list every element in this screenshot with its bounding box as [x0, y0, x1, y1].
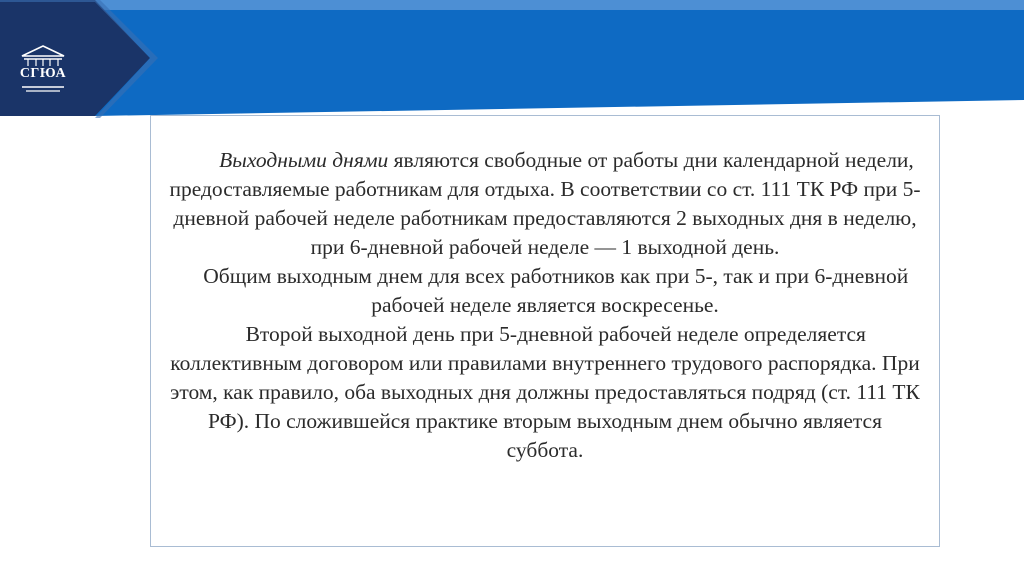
content-box — [150, 115, 940, 547]
header-band — [0, 0, 1024, 118]
body-text — [169, 146, 921, 465]
paragraph-2 — [169, 262, 921, 320]
defined-term: Выходными днями — [219, 148, 389, 172]
paragraph-3 — [169, 320, 921, 465]
paragraph-2-text: Общим выходным днем для всех работников как при 5-, так и при 6-дневной рабочей неделе является воскресенье. — [203, 264, 909, 317]
paragraph-1-text: являются свободные от работы дни календарной недели, предоставляемые работникам для отдыха. В соответствии со ст. 111 ТК РФ при 5-дневной рабочей неделе работникам предоставляются 2 выходных дня в неделю, при 6-дневной рабочей неделе — 1 выходной день. — [169, 148, 921, 259]
paragraph-1 — [169, 146, 921, 262]
building-icon — [14, 44, 72, 68]
logo-text: СГЮА — [19, 66, 67, 81]
logo-base-icon — [14, 84, 72, 98]
sgua-logo — [14, 44, 72, 100]
header-stripes — [0, 0, 1024, 118]
paragraph-3-text: Второй выходной день при 5-дневной рабочей неделе определяется коллективным договором или правилами внутреннего трудового распорядка. При этом, как правило, оба выходных дня должны предоставляться подряд (ст. 111 ТК РФ). По сложившейся практике вторым выходным днем обычно является суббота. — [170, 322, 920, 462]
